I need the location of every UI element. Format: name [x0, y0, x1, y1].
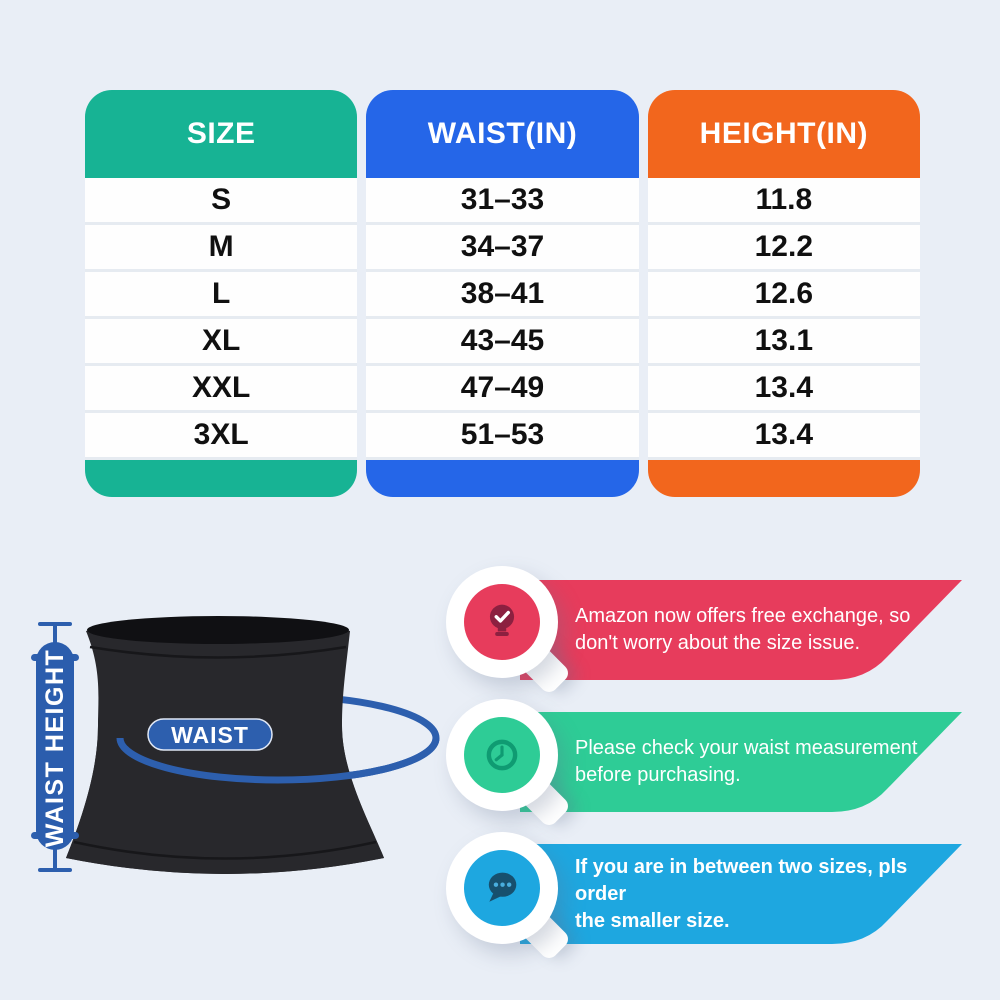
check-measurement-badge: [446, 699, 558, 811]
height-column-footer: [648, 460, 920, 497]
clock-icon: [464, 717, 540, 793]
chat-dots-icon: [464, 850, 540, 926]
badge-ring: [446, 699, 558, 811]
size-cell: 3XL: [85, 413, 357, 460]
badge-ring: [446, 832, 558, 944]
free-exchange-banner: [520, 580, 965, 682]
height-column: [648, 90, 920, 497]
size-cell: S: [85, 178, 357, 225]
height-cell: 13.4: [648, 413, 920, 460]
banner-line: If you are in between two sizes, pls order: [575, 855, 908, 905]
size-table: [85, 90, 920, 497]
waist-cell: 38–41: [366, 272, 638, 319]
height-cell: 13.4: [648, 366, 920, 413]
waist-trainer-diagram: [18, 598, 463, 923]
waist-cell: 47–49: [366, 366, 638, 413]
lightbulb-check-icon: [464, 584, 540, 660]
size-cell: XXL: [85, 366, 357, 413]
waist-column-footer: [366, 460, 638, 497]
waist-column-header: WAIST(IN): [366, 90, 638, 178]
waist-height-label: WAIST HEIGHT: [41, 648, 69, 848]
waist-cell: 51–53: [366, 413, 638, 460]
check-measurement-text: [575, 712, 945, 812]
badge-ring: [446, 566, 558, 678]
banner-line: the smaller size.: [575, 909, 730, 932]
height-column-header: HEIGHT(IN): [648, 90, 920, 178]
waist-cell: 34–37: [366, 225, 638, 272]
check-measurement-banner: [520, 712, 965, 814]
waist-cell: 31–33: [366, 178, 638, 225]
banner-line: before purchasing.: [575, 764, 741, 786]
size-cell: XL: [85, 319, 357, 366]
waist-cell: 43–45: [366, 319, 638, 366]
size-column: [85, 90, 357, 497]
height-cell: 13.1: [648, 319, 920, 366]
banner-line: don't worry about the size issue.: [575, 632, 861, 654]
free-exchange-badge: [446, 566, 558, 678]
between-sizes-text: [575, 844, 945, 944]
size-cell: M: [85, 225, 357, 272]
size-cell: L: [85, 272, 357, 319]
waist-label: WAIST: [171, 722, 249, 748]
free-exchange-text: [575, 580, 945, 680]
waist-column: [366, 90, 638, 497]
size-column-footer: [85, 460, 357, 497]
between-sizes-badge: [446, 832, 558, 944]
size-column-header: SIZE: [85, 90, 357, 178]
banner-line: Please check your waist measurement: [575, 737, 918, 759]
height-cell: 11.8: [648, 178, 920, 225]
height-cell: 12.6: [648, 272, 920, 319]
banner-line: Amazon now offers free exchange, so: [575, 605, 911, 627]
between-sizes-banner: [520, 844, 965, 946]
garment-opening: [87, 616, 349, 644]
height-cell: 12.2: [648, 225, 920, 272]
